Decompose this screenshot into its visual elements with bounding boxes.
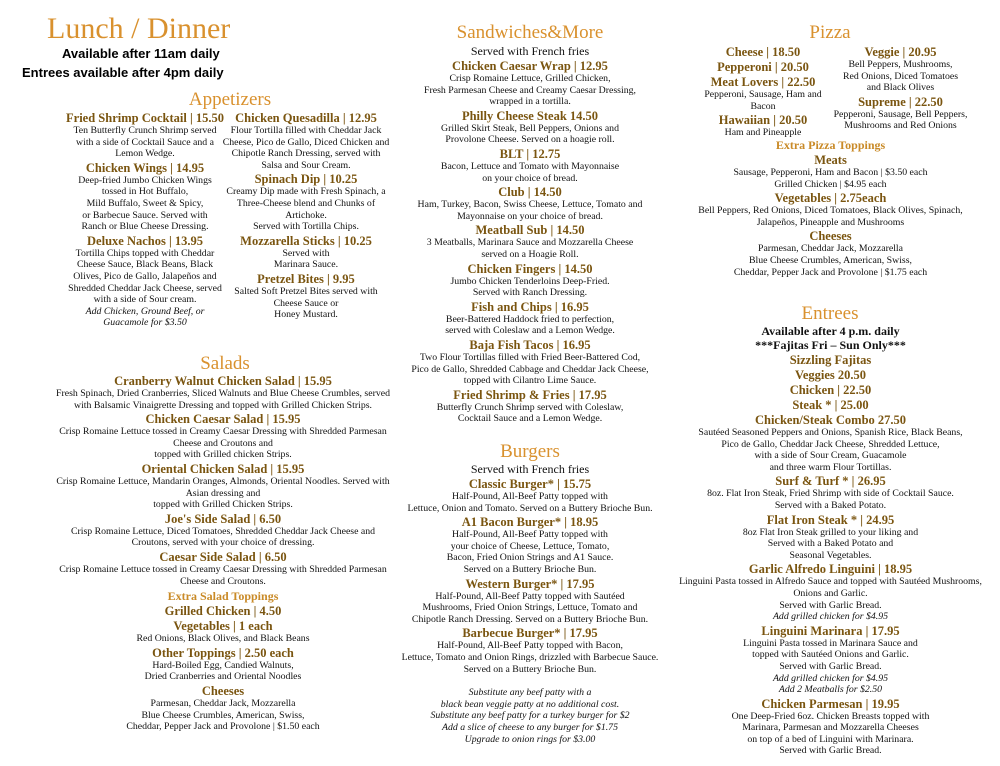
menu-item [395, 262, 665, 299]
menu-item [28, 412, 418, 461]
item-name: Chicken Quesadilla | 12.95 [235, 111, 377, 125]
menu-item [688, 113, 838, 139]
menu-item [395, 223, 665, 260]
menu-item [688, 75, 838, 112]
item-desc: Bell Peppers, Red Onions, Diced Tomatoes, Black Olives, Spinach, Jalapeños, Pineapple and Mushrooms [698, 205, 963, 228]
item-name: Mozzarella Sticks | 10.25 [240, 233, 372, 248]
menu-item-fajitas [678, 353, 983, 473]
item-name: Pretzel Bites | 9.95 [257, 271, 355, 286]
item-name: A1 Bacon Burger* | 18.95 [461, 515, 599, 530]
item-desc: One Deep-Fried 6oz. Chicken Breasts topped with Marinara, Parmesan and Mozzarella Cheeses on top of a bed of Linguini with Marinara. Served with Garlic Bread. [731, 710, 930, 757]
item-desc: Ham and Pineapple [724, 127, 802, 139]
appetizers-title: Appetizers [188, 89, 272, 110]
menu-item [395, 338, 665, 387]
menu-item [688, 45, 838, 59]
item-desc: Parmesan, Cheddar Jack, Mozzarella Blue Cheese Crumbles, American, Swiss, Cheddar, Pepper Jack and Provolone | $1.75 each [733, 243, 928, 278]
item-name: Joe's Side Salad | 6.50 [164, 511, 282, 526]
item-name: Other Toppings | 2.50 each [152, 645, 294, 660]
item-name: Meats [814, 153, 847, 167]
item-desc: Half-Pound, All-Beef Patty topped with your choice of Cheese, Lettuce, Tomato, Bacon, Fried Onion Strings and A1 Sauce. Served on a Buttery Brioche Bun. [446, 529, 614, 575]
salad-toppings-title: Extra Salad Toppings [167, 589, 279, 604]
hours-line-entrees: Entrees available after 4pm daily [22, 65, 224, 80]
appetizers-right-column [218, 110, 394, 321]
item-desc: Parmesan, Cheddar Jack, Mozzarella Blue Cheese Crumbles, American, Swiss, Cheddar, Pepper Jack and Provolone | $1.50 each [126, 697, 320, 733]
item-desc: Crisp Romaine Lettuce tossed in Creamy Caesar Dressing with Shredded Parmesan Cheese and Croutons. [59, 563, 387, 587]
item-name: Surf & Turf * | 26.95 [775, 474, 886, 489]
menu-item [688, 153, 973, 190]
menu-item [828, 45, 973, 94]
sandwiches-title: Sandwiches&More [456, 22, 604, 43]
pizza-title: Pizza [809, 22, 851, 43]
item-name: Flat Iron Steak * | 24.95 [766, 512, 895, 527]
item-name: Chicken Caesar Salad | 15.95 [145, 412, 301, 427]
fajita-option: Chicken | 22.50 [789, 383, 872, 397]
menu-item [395, 109, 665, 146]
menu-item [395, 147, 665, 184]
item-name: Hawaiian | 20.50 [718, 113, 808, 128]
menu-item [678, 513, 983, 562]
item-desc: Half-Pound, All-Beef Patty topped with Lettuce, Onion and Tomato. Served on a Buttery Brioche Bun. [407, 491, 653, 514]
menu-item [28, 462, 418, 511]
item-name: BLT | 12.75 [499, 146, 561, 161]
menu-item [28, 550, 418, 587]
menu-item [28, 512, 418, 549]
item-desc: Crisp Romaine Lettuce, Mandarin Oranges, Almonds, Oriental Noodles. Served with Asian dressing and topped with Grilled Chicken Strips. [56, 475, 390, 511]
menu-item [395, 477, 665, 514]
burgers-title: Burgers [500, 441, 560, 462]
item-name: Cranberry Walnut Chicken Salad | 15.95 [114, 374, 332, 388]
item-desc: Sautéed Seasoned Peppers and Onions, Spanish Rice, Black Beans, Pico de Gallo, Cheddar Jack Cheese, Shredded Lettuce, with a side of Sour Cream, Guacamole and three warm Flour Tortillas. [698, 427, 963, 473]
page-title: Lunch / Dinner [47, 12, 231, 45]
item-desc: Sausage, Pepperoni, Ham and Bacon | $3.50 each Grilled Chicken | $4.95 each [733, 167, 928, 190]
item-desc: Grilled Skirt Steak, Bell Peppers, Onions and Provolone Cheese. Served on a hoagie roll. [441, 122, 619, 146]
item-desc: Bacon, Lettuce and Tomato with Mayonnaise on your choice of bread. [440, 160, 620, 184]
item-desc: Pepperoni, Sausage, Ham and Bacon [704, 89, 822, 112]
sandwiches-subtitle: Served with French fries [470, 44, 590, 58]
menu-item [688, 229, 973, 278]
menu-item [218, 234, 394, 271]
pizza-toppings-title: Extra Pizza Toppings [775, 138, 886, 152]
item-desc: Salted Soft Pretzel Bites served with Cheese Sauce or Honey Mustard. [234, 285, 378, 321]
menu-item [395, 515, 665, 575]
item-desc: Red Onions, Black Olives, and Black Beans [136, 633, 310, 645]
item-name: Meat Lovers | 22.50 [710, 75, 816, 89]
item-desc: Bell Peppers, Mushrooms, Red Onions, Diced Tomatoes and Black Olives [842, 59, 959, 94]
item-name: Fish and Chips | 16.95 [471, 299, 589, 314]
menu-item [28, 684, 418, 733]
item-desc: Tortilla Chips topped with Cheddar Cheese Sauce, Black Beans, Black Olives, Pico de Gallo, Jalapeños and Shredded Cheddar Jack Cheese, served with a side of Sour cream. [68, 247, 222, 306]
item-name: Sizzling Fajitas [789, 353, 872, 367]
item-desc: Served with Marinara Sauce. [273, 247, 339, 271]
item-note: Add grilled chicken for $4.95 [772, 611, 889, 623]
menu-item [28, 646, 418, 683]
item-name: Baja Fish Tacos | 16.95 [469, 337, 591, 352]
fajita-option: Veggies 20.50 [794, 368, 867, 382]
menu-item [678, 697, 983, 757]
item-name: Chicken Wings | 14.95 [85, 160, 205, 175]
menu-item [218, 172, 394, 232]
item-name: Chicken Parmesan | 19.95 [761, 696, 900, 711]
menu-item [395, 626, 665, 675]
menu-item [28, 619, 418, 645]
item-name: Cheeses [809, 229, 852, 244]
item-name: Veggie | 20.95 [864, 45, 937, 59]
item-desc: Two Flour Tortillas filled with Fried Beer-Battered Cod, Pico de Gallo, Shredded Cabbage and Cheddar Jack Cheese, topped with Cilantro Lime Sauce. [411, 351, 649, 387]
item-name: Club | 14.50 [498, 185, 562, 200]
entrees-title: Entrees [801, 303, 859, 324]
item-desc: Half-Pound, All-Beef Patty topped with Sautéed Mushrooms, Fried Onion Strings, Lettuce, Tomato and Chipotle Ranch Dressing. Served on a Buttery Brioche Bun. [411, 590, 649, 625]
item-name: Meatball Sub | 14.50 [475, 223, 585, 238]
menu-item [678, 474, 983, 511]
menu-item [395, 577, 665, 626]
pizza-right-column [828, 44, 973, 132]
item-desc: Hard-Boiled Egg, Candied Walnuts, Dried Cranberries and Oriental Noodles [144, 659, 302, 683]
menu-item [688, 191, 973, 228]
item-name: Western Burger* | 17.95 [465, 576, 595, 591]
menu-item [28, 374, 418, 411]
item-desc: Linguini Pasta tossed in Alfredo Sauce and topped with Sautéed Mushrooms, Onions and Garlic. Served with Garlic Bread. [679, 576, 982, 611]
salads-column [28, 373, 418, 733]
item-name: Cheeses [201, 683, 245, 698]
item-desc: Crisp Romaine Lettuce, Grilled Chicken, Fresh Parmesan Cheese and Creamy Caesar Dressing, wrapped in a tortilla. [424, 73, 636, 108]
item-note: Add grilled chicken for $4.95 Add 2 Meatballs for $2.50 [772, 672, 889, 696]
item-name: Chicken Fingers | 14.50 [467, 261, 593, 276]
pizza-left-column [688, 44, 838, 139]
item-desc: Fresh Spinach, Dried Cranberries, Sliced Walnuts and Blue Cheese Crumbles, served with Balsamic Vinaigrette Dressing and topped with Grilled Chicken Strips. [56, 388, 390, 411]
item-name: Caesar Side Salad | 6.50 [159, 549, 287, 564]
menu-item [218, 111, 394, 171]
item-desc: Linguini Pasta tossed in Marinara Sauce and topped with Sautéed Onions and Garlic. Served with Garlic Bread. [743, 637, 918, 672]
menu-item [395, 59, 665, 108]
menu-item [395, 185, 665, 222]
item-desc: Flour Tortilla filled with Cheddar Jack Cheese, Pico de Gallo, Diced Chicken and Chipotle Ranch Dressing, served with Salsa and Sour Cream. [222, 125, 390, 171]
item-desc: Ham, Turkey, Bacon, Swiss Cheese, Lettuce, Tomato and Mayonnaise on your choice of bread. [417, 199, 643, 222]
sandwiches-column [395, 44, 665, 425]
item-name: Vegetables | 1 each [173, 619, 273, 634]
item-name: Classic Burger* | 15.75 [468, 477, 592, 491]
item-desc: Butterfly Crunch Shrimp served with Coleslaw, Cocktail Sauce and a Lemon Wedge. [436, 401, 624, 425]
hours-line-lunch: Available after 11am daily [62, 46, 220, 61]
item-desc: 8oz. Flat Iron Steak, Fried Shrimp with side of Cocktail Sauce. Served with a Baked Potato. [707, 488, 954, 511]
item-name: Cheese | 18.50 [725, 45, 801, 59]
item-desc: Half-Pound, All-Beef Patty topped with Bacon, Lettuce, Tomato and Onion Rings, drizzled with Barbecue Sauce. Served on a Buttery Brioche Bun. [401, 640, 659, 675]
item-name: Grilled Chicken | 4.50 [164, 604, 282, 619]
item-desc: 8oz Flat Iron Steak grilled to your liking and Served with a Baked Potato and Seasonal Vegetables. [742, 526, 919, 561]
entrees-column [678, 324, 983, 757]
menu-item [395, 388, 665, 425]
item-desc: Beer-Battered Haddock fried to perfection, served with Coleslaw and a Lemon Wedge. [445, 313, 615, 337]
item-name: Philly Cheese Steak 14.50 [461, 108, 599, 123]
item-name: Spinach Dip | 10.25 [254, 172, 358, 187]
entrees-availability: Available after 4 p.m. daily [761, 324, 900, 338]
menu-item [678, 562, 983, 622]
menu-item [828, 95, 973, 132]
pizza-toppings [688, 138, 973, 278]
burgers-column [395, 462, 665, 745]
item-name: Linguini Marinara | 17.95 [761, 623, 900, 638]
item-name: Garlic Alfredo Linguini | 18.95 [748, 562, 913, 577]
item-desc: Pepperoni, Sausage, Bell Peppers, Mushrooms and Red Onions [833, 108, 968, 132]
item-name: Vegetables | 2.75each [774, 191, 887, 206]
fajitas-note: ***Fajitas Fri – Sun Only*** [755, 338, 906, 352]
item-name: Chicken Caesar Wrap | 12.95 [452, 59, 608, 73]
item-desc: Crisp Romaine Lettuce, Diced Tomatoes, Shredded Cheddar Jack Cheese and Croutons, served with your choice of dressing. [70, 525, 376, 549]
burger-notes: Substitute any beef patty with a black bean veggie patty at no additional cost. Substitute any beef patty for a turkey burger for $2 Add a slice of cheese to any burger for $1.75 Upgrade to onion rings for $3.00 [430, 687, 630, 745]
item-desc: Deep-fried Jumbo Chicken Wings tossed in Hot Buffalo, Mild Buffalo, Sweet & Spicy, or Barbecue Sauce. Served with Ranch or Blue Cheese Dressing. [78, 174, 212, 233]
menu-item [678, 624, 983, 696]
item-desc: Creamy Dip made with Fresh Spinach, a Three-Cheese blend and Chunks of Artichoke. Served with Tortilla Chips. [226, 186, 386, 233]
item-name: Deluxe Nachos | 13.95 [87, 233, 203, 248]
item-name: Supreme | 22.50 [858, 94, 943, 109]
item-name: Pepperoni | 20.50 [717, 60, 809, 74]
burgers-subtitle: Served with French fries [470, 462, 590, 476]
item-note: Add Chicken, Ground Beef, or Guacamole for $3.50 [85, 305, 205, 329]
fajita-option: Chicken/Steak Combo 27.50 [754, 413, 907, 427]
item-desc: Crisp Romaine Lettuce tossed in Creamy Caesar Dressing with Shredded Parmesan Cheese and Croutons and topped with Grilled chicken Strips. [59, 426, 387, 461]
item-desc: Jumbo Chicken Tenderloins Deep-Fried. Served with Ranch Dressing. [450, 275, 610, 299]
item-name: Oriental Chicken Salad | 15.95 [141, 461, 305, 476]
item-name: Fried Shrimp Cocktail | 15.50 [66, 111, 224, 125]
menu-item [218, 272, 394, 321]
item-name: Fried Shrimp & Fries | 17.95 [453, 387, 607, 402]
menu-item [395, 300, 665, 337]
item-desc: 3 Meatballs, Marinara Sauce and Mozzarella Cheese served on a Hoagie Roll. [426, 237, 634, 260]
menu-item [28, 604, 418, 618]
menu-item [688, 60, 838, 74]
item-name: Barbecue Burger* | 17.95 [462, 626, 598, 641]
fajita-option: Steak * | 25.00 [792, 398, 869, 412]
salads-title: Salads [200, 353, 250, 374]
item-desc: Ten Butterfly Crunch Shrimp served with a side of Cocktail Sauce and a Lemon Wedge. [73, 125, 217, 160]
